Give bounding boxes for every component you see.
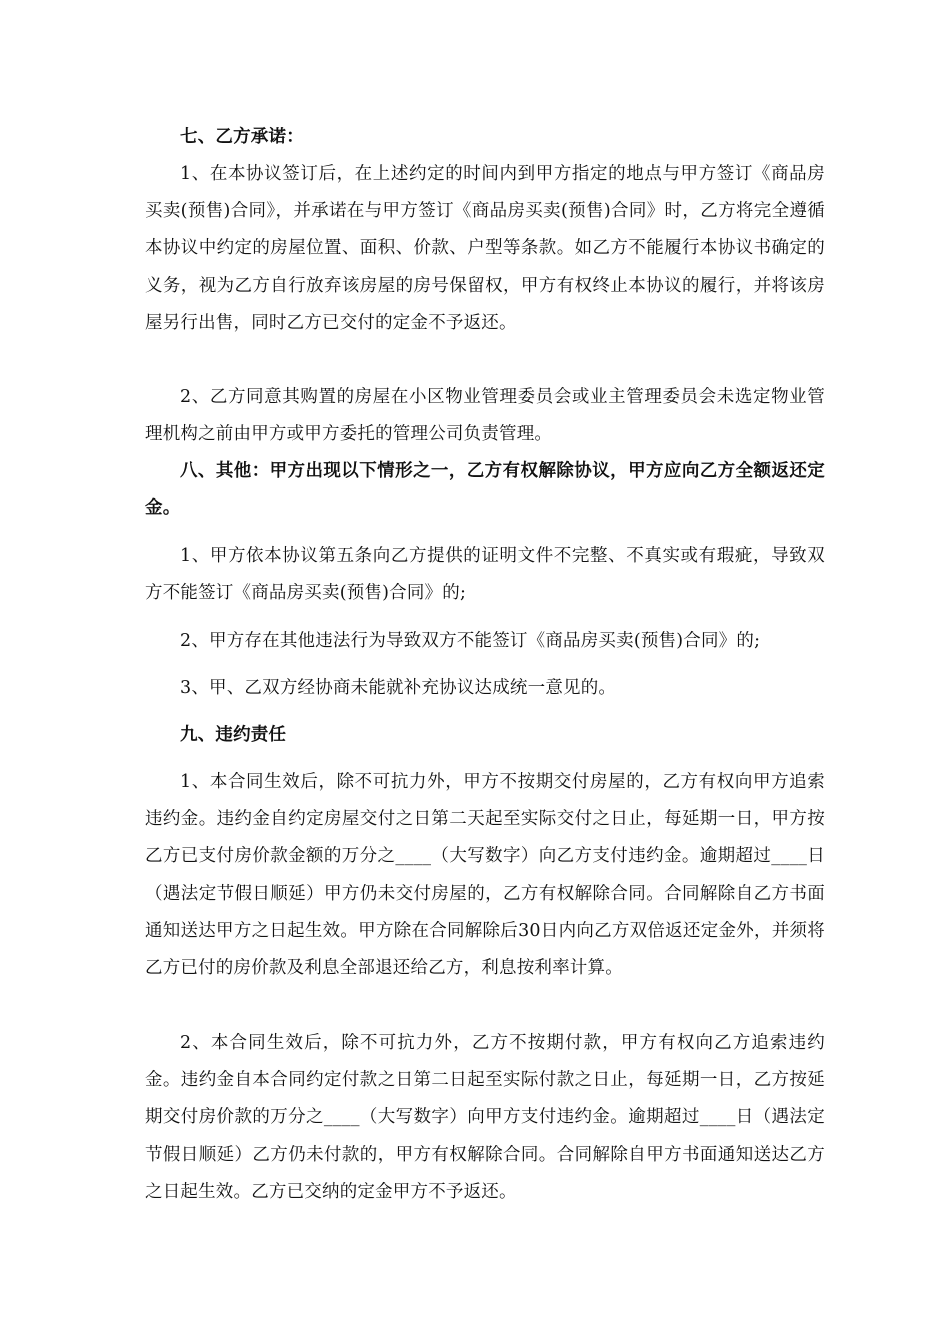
section-7-paragraph-2: 2、乙方同意其购置的房屋在小区物业管理委员会或业主管理委员会未选定物业管理机构之前由甲方或甲方委托的管理公司负责管理。 bbox=[145, 387, 825, 445]
section-8-paragraph-3: 3、甲、乙双方经协商未能就补充协议达成统一意见的。 bbox=[180, 678, 617, 698]
section-8-paragraph-1: 1、甲方依本协议第五条向乙方提供的证明文件不完整、不真实或有瑕疵，导致双方不能签订《商品房买卖(预售)合同》的; bbox=[145, 546, 825, 604]
section-9-paragraph-1: 1、本合同生效后，除不可抗力外，甲方不按期交付房屋的，乙方有权向甲方追索违约金。违约金自约定房屋交付之日第二天起至实际交付之日止，每延期一日，甲方按乙方已支付房价款金额的万分之____（大写数字）向乙方支付违约金。逾期超过____日（遇法定节假日顺延）甲方仍未交付房屋的，乙方有权解除合同。合同解除自乙方书面通知送达甲方之日起生效。甲方除在合同解除后30日内向乙方双倍返还定金外，并须将乙方已付的房价款及利息全部退还给乙方，利息按利率计算。 bbox=[145, 772, 825, 979]
section-7-heading: 七、乙方承诺： bbox=[180, 127, 304, 147]
section-7-paragraph-1: 1、在本协议签订后，在上述约定的时间内到甲方指定的地点与甲方签订《商品房买卖(预售)合同》，并承诺在与甲方签订《商品房买卖(预售)合同》时，乙方将完全遵循本协议中约定的房屋位置、面积、价款、户型等条款。如乙方不能履行本协议书确定的义务，视为乙方自行放弃该房屋的房号保留权，甲方有权终止本协议的履行，并将该房屋另行出售，同时乙方已交付的定金不予返还。 bbox=[145, 164, 825, 333]
section-8-heading: 八、其他：甲方出现以下情形之一，乙方有权解除协议，甲方应向乙方全额返还定金。 bbox=[145, 461, 825, 519]
section-8-paragraph-2: 2、甲方存在其他违法行为导致双方不能签订《商品房买卖(预售)合同》的; bbox=[180, 631, 761, 651]
section-9-paragraph-2: 2、本合同生效后，除不可抗力外，乙方不按期付款，甲方有权向乙方追索违约金。违约金自本合同约定付款之日第二日起至实际付款之日止，每延期一日，乙方按延期交付房价款的万分之____（大写数字）向甲方支付违约金。逾期超过____日（遇法定节假日顺延）乙方仍未付款的，甲方有权解除合同。合同解除自甲方书面通知送达乙方之日起生效。乙方已交纳的定金甲方不予返还。 bbox=[145, 1033, 825, 1202]
section-9-heading: 九、违约责任 bbox=[180, 725, 287, 745]
